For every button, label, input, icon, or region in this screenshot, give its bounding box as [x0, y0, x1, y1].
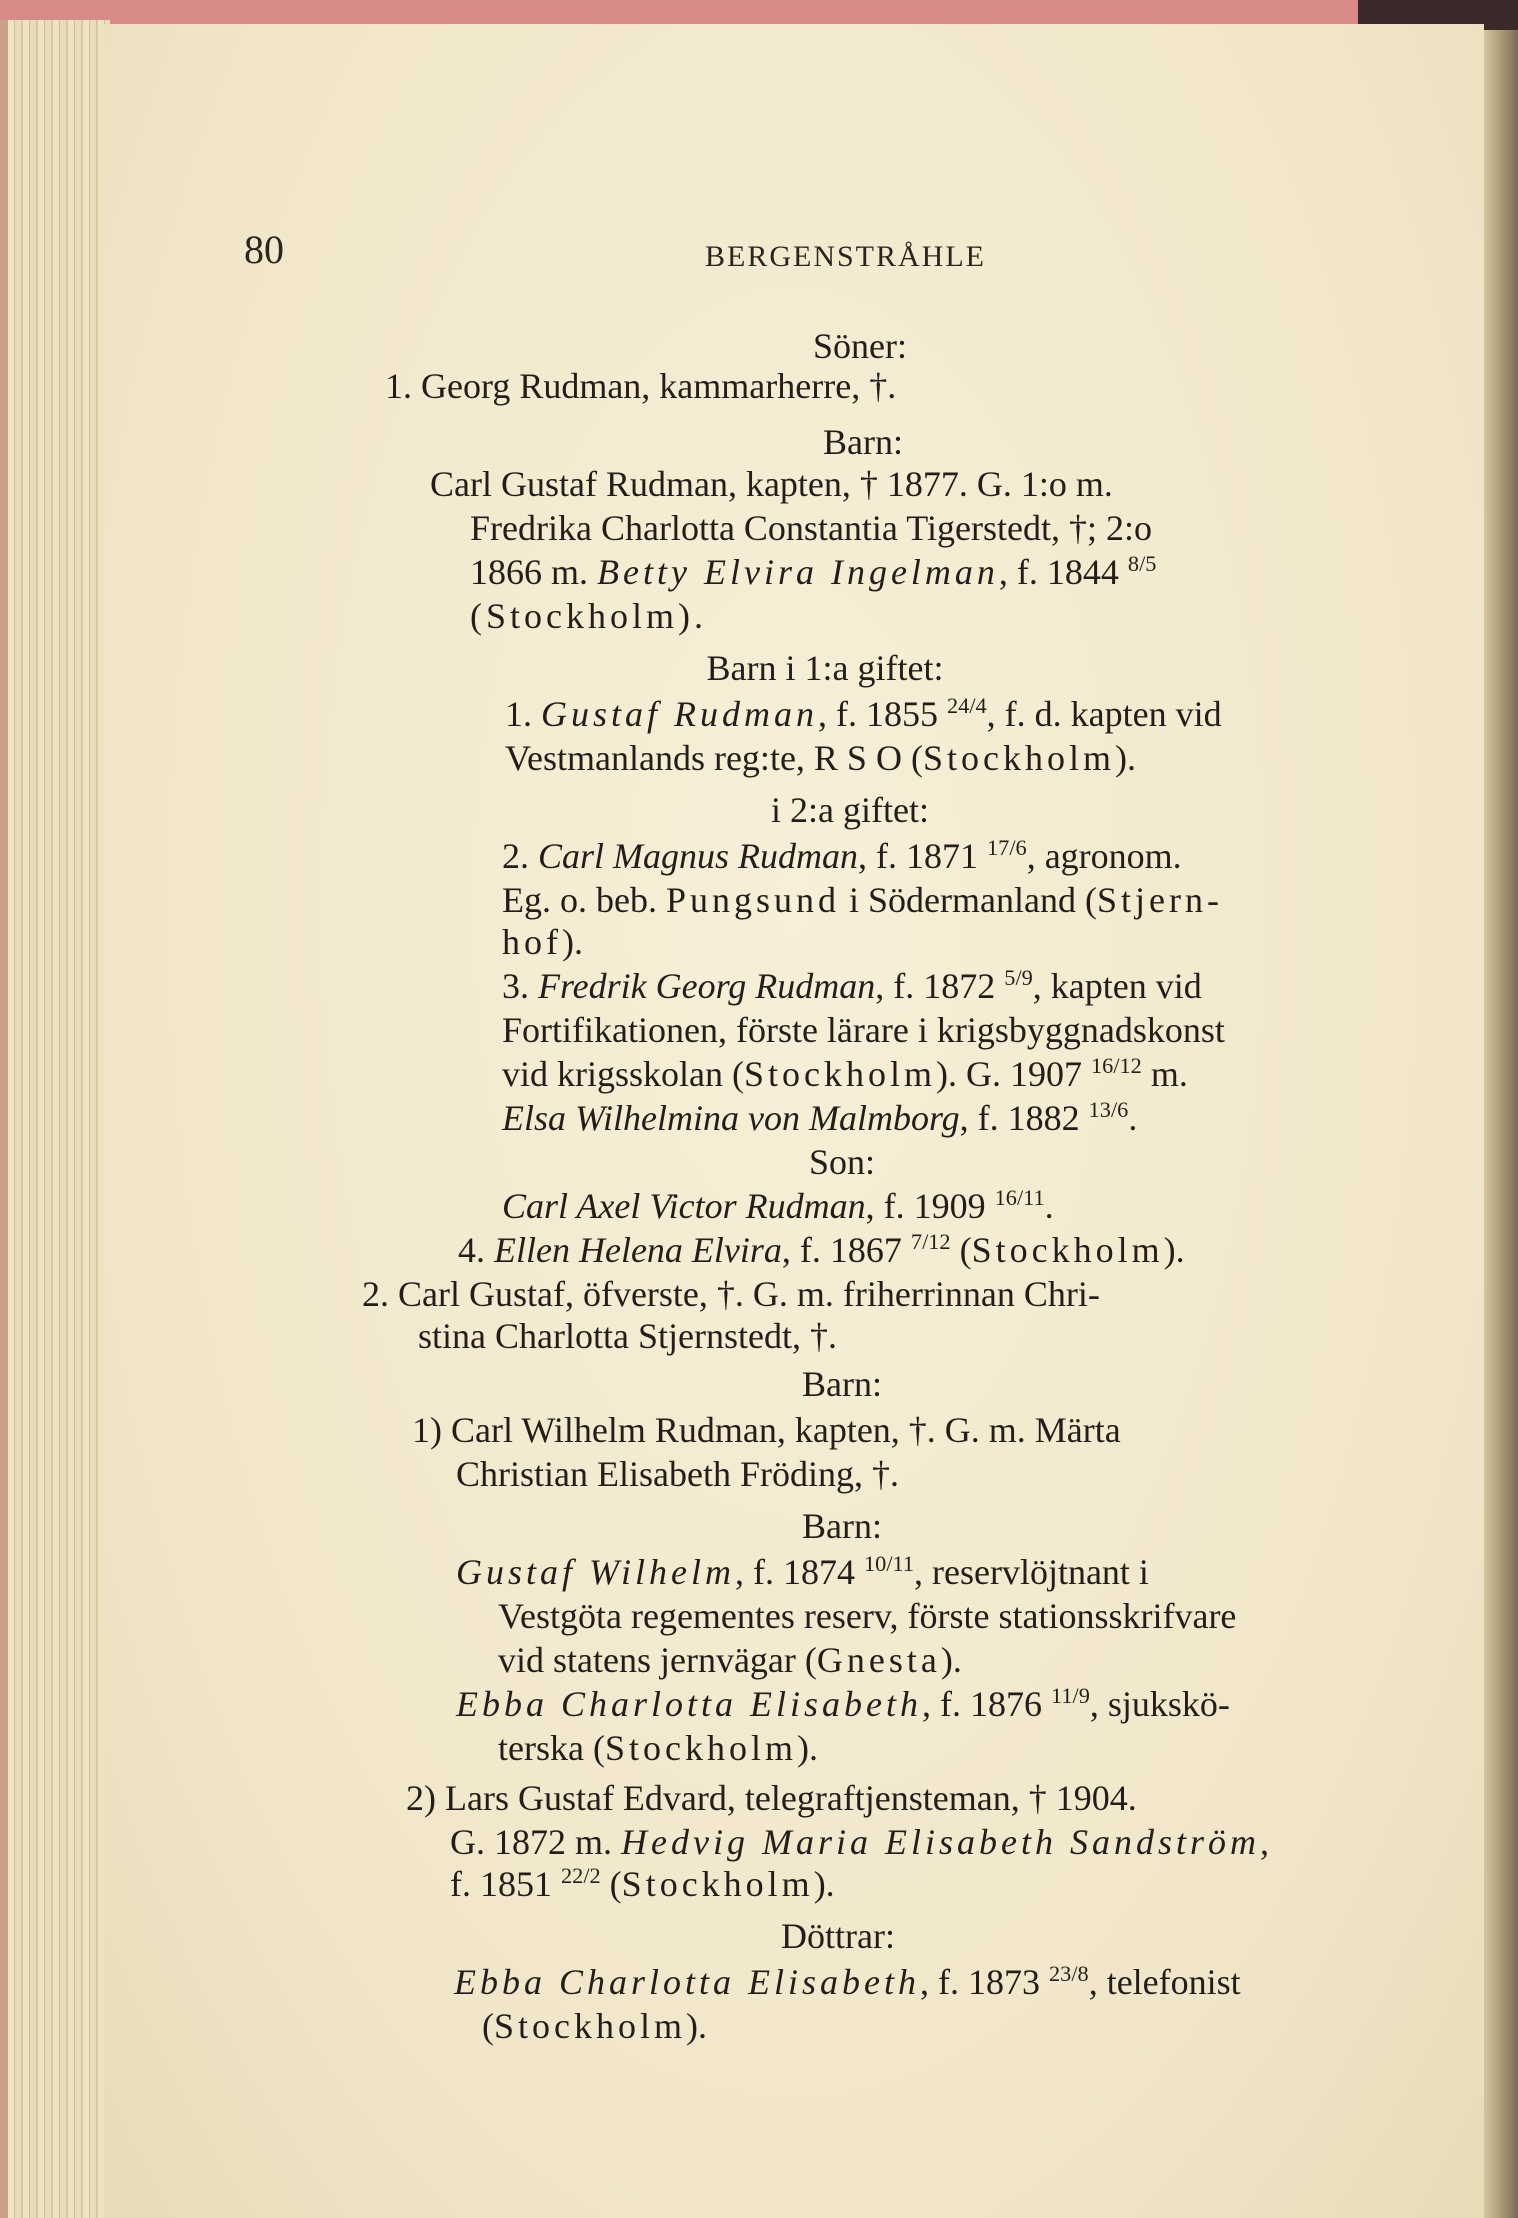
text-line: stina Charlotta Stjernstedt, †.	[418, 1316, 837, 1356]
person-name: Carl Magnus Rudman	[538, 836, 859, 876]
text-run: terska (	[498, 1728, 605, 1768]
text-run: , f. 1872	[875, 966, 1005, 1006]
date-fraction: 22/2	[561, 1863, 601, 1888]
text-run: , reservlöjtnant i	[914, 1552, 1149, 1592]
text-run: vid krigsskolan (	[502, 1054, 744, 1094]
text-run: m.	[1141, 1054, 1188, 1094]
text-line	[505, 694, 1222, 734]
text-run: G. 1872 m.	[450, 1822, 621, 1862]
text-run: , f. 1867	[781, 1230, 911, 1270]
text-run: ).	[1163, 1230, 1185, 1270]
text-line	[502, 1054, 1188, 1094]
text-run: Eg. o. beb.	[502, 880, 666, 920]
text-line	[502, 922, 583, 962]
date-fraction: 17/6	[987, 835, 1027, 860]
person-name: Ebba Charlotta Elisabeth	[456, 1684, 923, 1724]
section-heading-barn: Barn:	[802, 1506, 882, 1546]
text-run: , f. 1876	[922, 1684, 1052, 1724]
text-line: 1) Carl Wilhelm Rudman, kapten, †. G. m. Märta	[412, 1410, 1121, 1450]
place-name: hof	[502, 922, 562, 962]
date-fraction: 5/9	[1004, 965, 1033, 990]
text-line: 1. Georg Rudman, kammarherre, †.	[385, 366, 897, 406]
date-fraction: 24/4	[947, 693, 987, 718]
text-run: .	[1044, 1186, 1054, 1226]
place-name: Pungsund	[665, 880, 840, 920]
text-line	[456, 1684, 1230, 1724]
text-line: Vestgöta regementes reserv, förste stationsskrifvare	[498, 1596, 1237, 1636]
place-name: Stockholm	[922, 738, 1115, 778]
text-line	[502, 966, 1202, 1006]
text-run: f. 1851	[450, 1864, 561, 1904]
text-run: , f. 1873	[920, 1962, 1050, 2002]
text-line	[505, 738, 1136, 778]
person-name: Ellen Helena Elvira	[494, 1230, 782, 1270]
text-run: vid statens jernvägar (	[498, 1640, 817, 1680]
text-run: (	[482, 2006, 494, 2046]
section-heading-son: Son:	[808, 1142, 876, 1182]
page-edges-right	[1482, 30, 1518, 2218]
text-line: 2. Carl Gustaf, öfverste, †. G. m. friherrinnan Chri-	[362, 1274, 1100, 1314]
text-run: , f. 1874	[735, 1552, 864, 1592]
date-fraction: 16/11	[994, 1185, 1045, 1210]
text-line	[450, 1822, 1269, 1862]
text-line: Fredrika Charlotta Constantia Tigerstedt, †; 2:o	[470, 508, 1152, 548]
text-line	[458, 1230, 1185, 1270]
section-heading-barn-first-marriage: Barn i 1:a giftet:	[706, 648, 944, 688]
text-run: , f. d. kapten vid	[986, 694, 1222, 734]
text-line	[498, 1728, 818, 1768]
place-name: Stockholm	[743, 1054, 936, 1094]
date-fraction: 11/9	[1051, 1683, 1090, 1708]
text-run: 1.	[505, 694, 541, 734]
text-run: ).	[1114, 738, 1136, 778]
text-line: Carl Gustaf Rudman, kapten, † 1877. G. 1:o m.	[430, 464, 1113, 504]
section-heading-dottrar: Döttrar:	[781, 1916, 895, 1956]
text-line: 2) Lars Gustaf Edvard, telegraftjensteman, † 1904.	[406, 1778, 1137, 1818]
place-name: Stjern-	[1096, 880, 1223, 920]
text-line	[498, 1640, 962, 1680]
text-run: , f. 1844	[998, 552, 1128, 592]
text-run: ,	[1259, 1822, 1269, 1862]
text-run: 2.	[502, 836, 538, 876]
section-heading-second-marriage: i 2:a giftet:	[771, 790, 929, 830]
date-fraction: 7/12	[910, 1229, 951, 1254]
text-run: (	[950, 1230, 972, 1270]
cover-edge-left	[0, 20, 8, 2218]
section-heading-soner: Söner:	[813, 326, 907, 366]
text-run: ).	[813, 1864, 835, 1904]
place-name: Stockholm	[494, 2006, 687, 2046]
text-line	[502, 1098, 1137, 1138]
text-run: , sjukskö-	[1089, 1684, 1230, 1724]
text-line: (Stockholm).	[470, 596, 707, 636]
person-name: Gustaf Rudman	[541, 694, 818, 734]
text-run: (	[600, 1864, 622, 1904]
text-run: ). G. 1907	[936, 1054, 1091, 1094]
text-line	[470, 552, 1156, 592]
text-run: i Södermanland (	[840, 880, 1097, 920]
place-name: Stockholm	[604, 1728, 797, 1768]
text-line	[482, 2006, 707, 2046]
text-run: Vestmanlands reg:te, R S O (	[505, 738, 923, 778]
person-name: Betty Elvira Ingelman	[597, 552, 999, 592]
place-name: Gnesta	[816, 1640, 941, 1680]
person-name: Elsa Wilhelmina von Malmborg	[502, 1098, 960, 1138]
place-name: Stockholm	[621, 1864, 814, 1904]
text-run: .	[1128, 1098, 1138, 1138]
text-run: , agronom.	[1026, 836, 1182, 876]
text-line	[502, 836, 1182, 876]
text-run: ).	[562, 922, 583, 962]
text-line: Christian Elisabeth Fröding, †.	[456, 1454, 899, 1494]
text-run: 3.	[502, 966, 538, 1006]
text-line	[450, 1864, 835, 1904]
section-heading-barn: Barn:	[823, 422, 903, 462]
date-fraction: 23/8	[1049, 1961, 1089, 1986]
text-run: , telefonist	[1088, 1962, 1241, 2002]
text-run: ).	[686, 2006, 708, 2046]
text-run: 4.	[458, 1230, 494, 1270]
place-name: Stockholm	[971, 1230, 1164, 1270]
text-line	[502, 880, 1223, 920]
text-run: , f. 1855	[818, 694, 947, 734]
section-heading-barn: Barn:	[802, 1364, 882, 1404]
page-number: 80	[244, 227, 284, 272]
person-name: Carl Axel Victor Rudman	[502, 1186, 866, 1226]
person-name: Gustaf Wilhelm	[456, 1552, 735, 1592]
date-fraction: 13/6	[1088, 1097, 1129, 1122]
text-run: ).	[796, 1728, 818, 1768]
person-name: Hedvig Maria Elisabeth Sandström	[621, 1822, 1260, 1862]
text-run: ).	[940, 1640, 962, 1680]
text-line	[456, 1552, 1149, 1592]
text-run: , f. 1909	[865, 1186, 995, 1226]
date-fraction: 8/5	[1127, 551, 1157, 576]
text-line	[454, 1962, 1241, 2002]
running-head: BERGENSTRÅHLE	[705, 240, 986, 273]
date-fraction: 10/11	[864, 1551, 914, 1576]
text-run: , kapten vid	[1032, 966, 1202, 1006]
text-run: , f. 1871	[858, 836, 988, 876]
text-run: 1866 m.	[470, 552, 598, 592]
person-name: Ebba Charlotta Elisabeth	[454, 1962, 921, 2002]
text-line: Fortifikationen, förste lärare i krigsbyggnadskonst	[502, 1010, 1225, 1050]
date-fraction: 16/12	[1091, 1053, 1142, 1078]
text-run: , f. 1882	[959, 1098, 1089, 1138]
text-line	[502, 1186, 1054, 1226]
page-edges-left	[0, 20, 110, 2218]
person-name: Fredrik Georg Rudman	[538, 966, 876, 1006]
